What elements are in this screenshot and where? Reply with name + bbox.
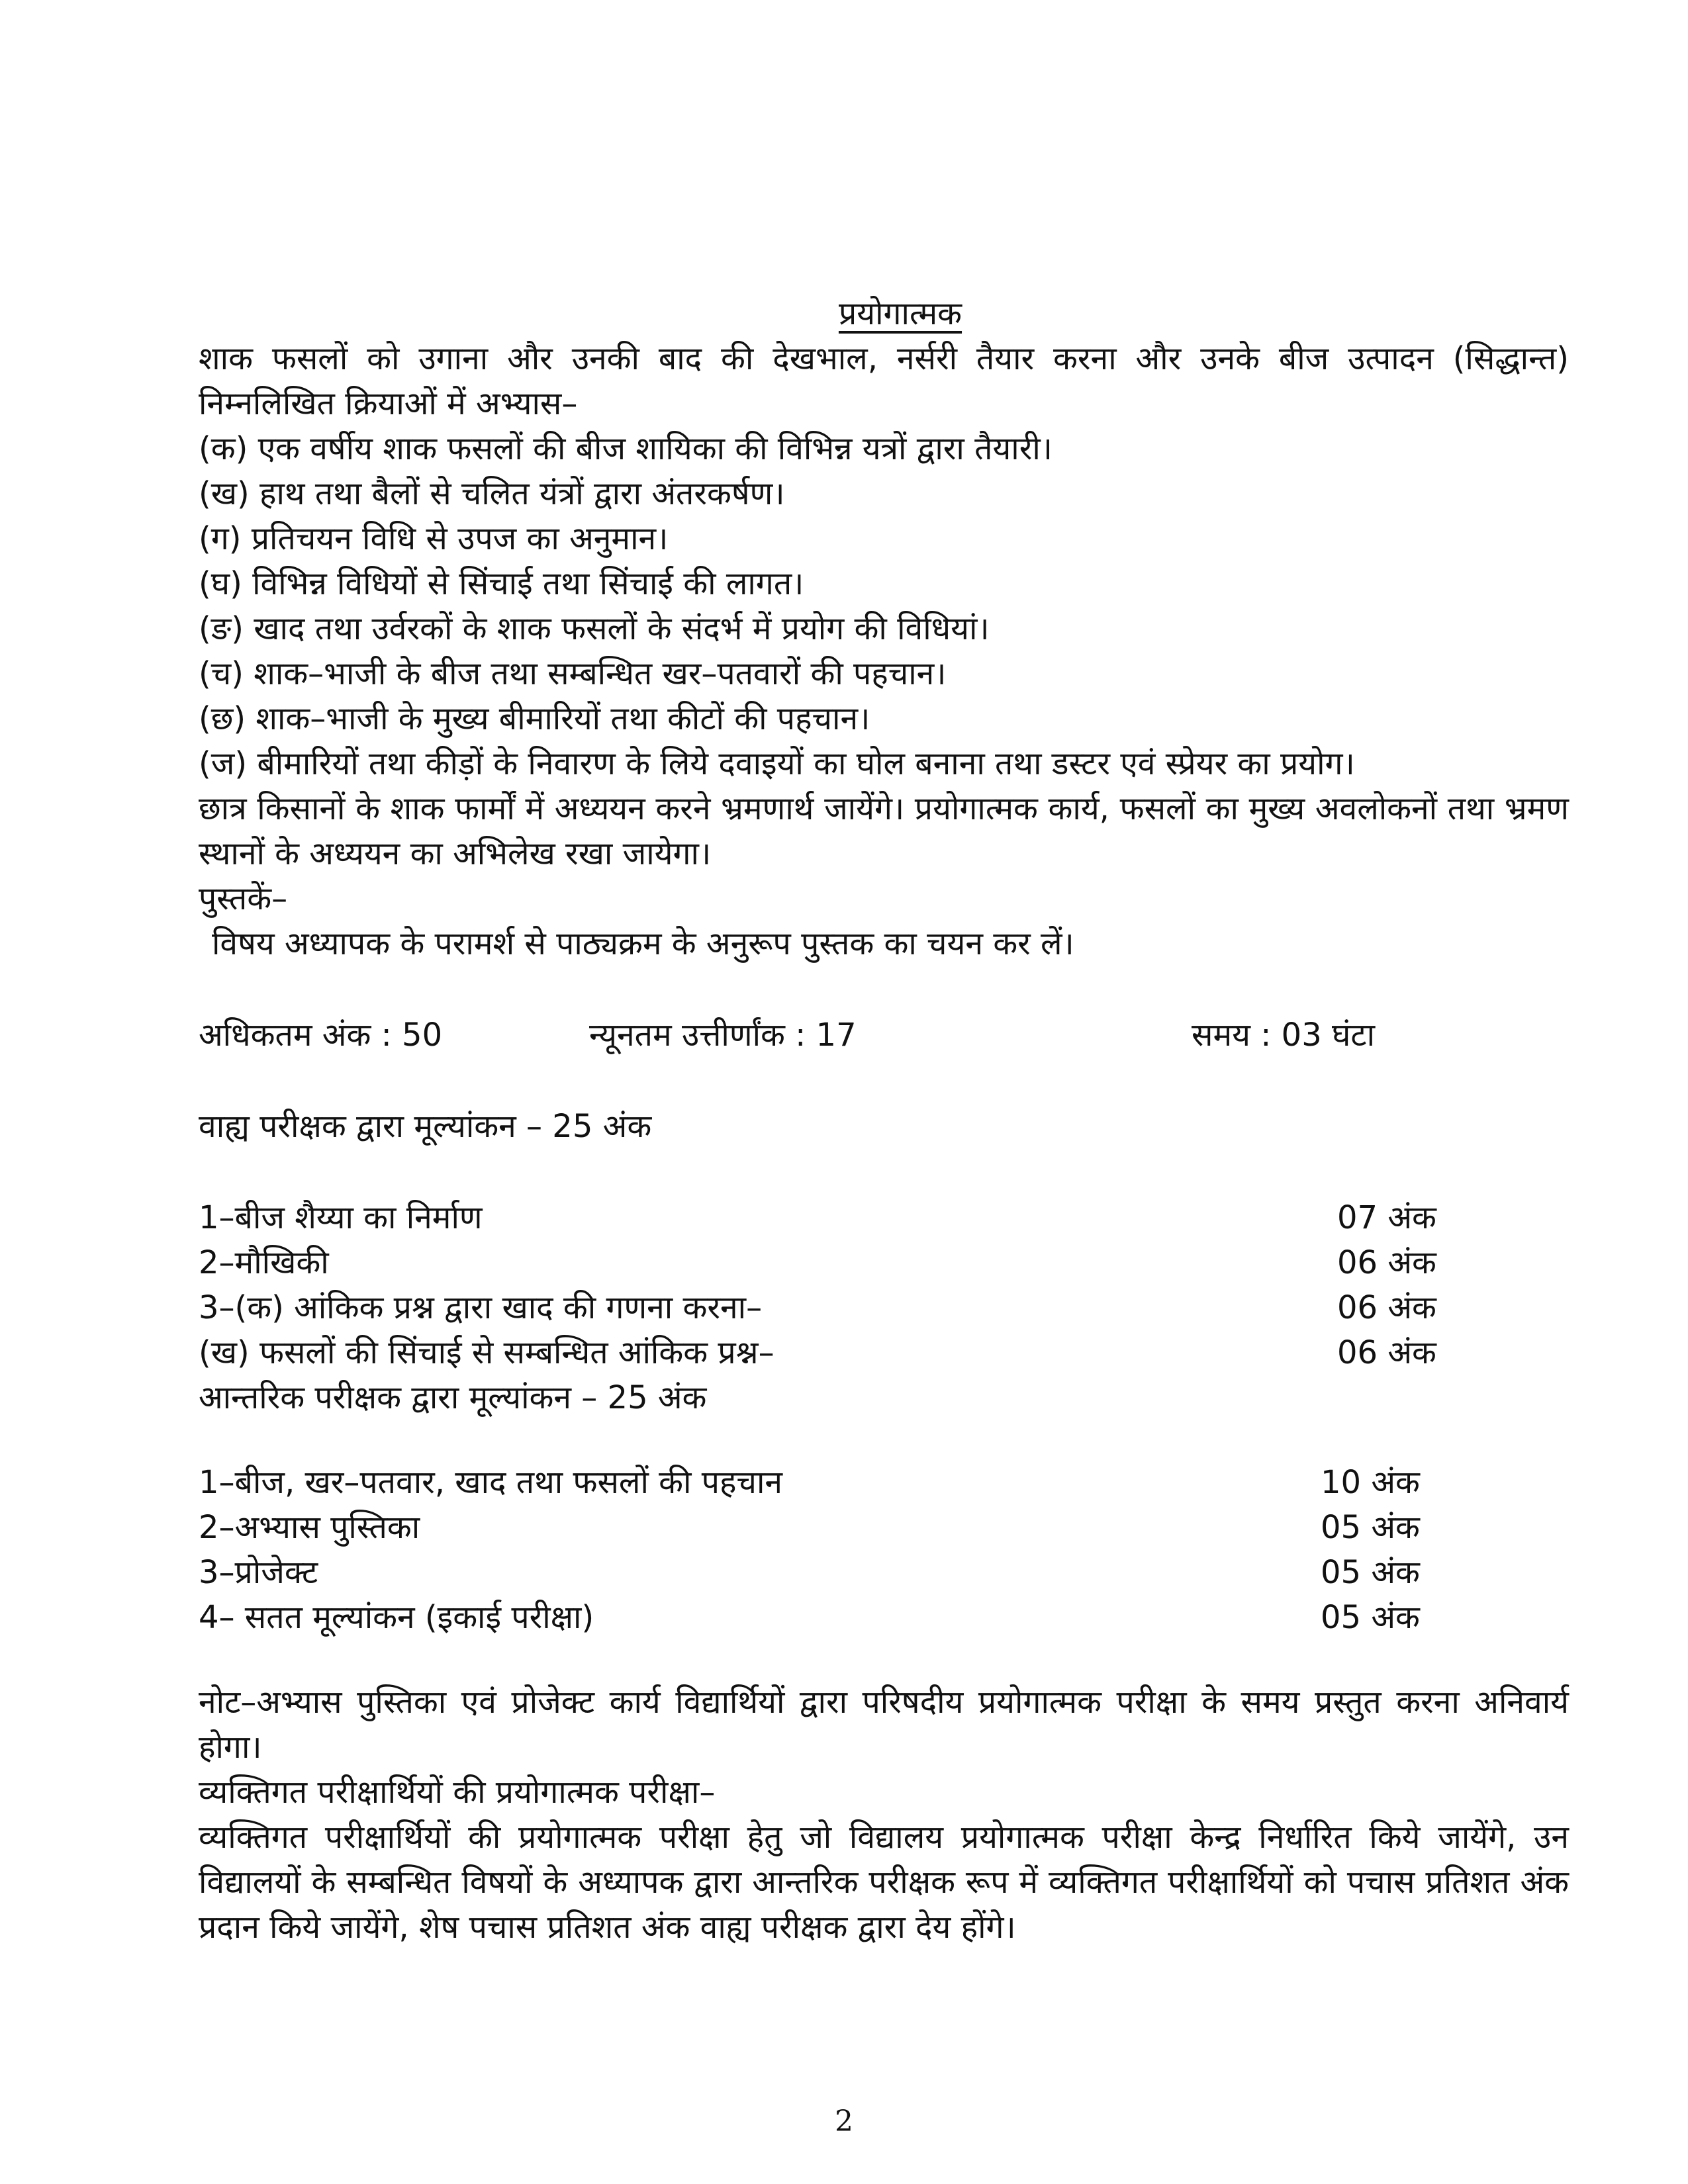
min-pass-marks: न्यूनतम उत्तीर्णांक : 17 [589, 1017, 857, 1054]
activity-item: (च) शाक–भाजी के बीज तथा सम्बन्धित खर–पतवारों की पहचान। [199, 655, 947, 692]
evaluation-marks: 05 अंक [1321, 1509, 1420, 1546]
visit-note: छात्र किसानों के शाक फार्मों में अध्ययन करने भ्रमणार्थ जायेंगे। प्रयोगात्मक कार्य, फसलों का मुख्य अवलोकनों तथा भ्रमण स्थानों के अध्ययन का अभिलेख रखा जायेगा। [199, 790, 1569, 872]
evaluation-marks: 06 अंक [1337, 1289, 1436, 1326]
evaluation-marks: 05 अंक [1321, 1599, 1420, 1636]
activity-item: (ग) प्रतिचयन विधि से उपज का अनुमान। [199, 520, 669, 557]
evaluation-label: (ख) फसलों की सिंचाई से सम्बन्धित आंकिक प्रश्न– [199, 1334, 774, 1371]
section-title: प्रयोगात्मक [838, 295, 962, 332]
exam-time: समय : 03 घंटा [1192, 1017, 1376, 1054]
private-exam-heading: व्यक्तिगत परीक्षार्थियों की प्रयोगात्मक परीक्षा– [199, 1774, 716, 1811]
evaluation-row [199, 1505, 1569, 1550]
internal-evaluation-list [199, 1460, 1569, 1640]
external-evaluation-list [199, 1195, 1569, 1375]
private-exam-text: व्यक्तिगत परीक्षार्थियों की प्रयोगात्मक परीक्षा हेतु जो विद्यालय प्रयोगात्मक परीक्षा केन्द्र निर्धारित किये जायेंगे, उन विद्यालयों के सम्बन्धित विषयों के अध्यापक द्वारा आन्तरिक परीक्षक रूप में व्यक्तिगत परीक्षार्थियों को पचास प्रतिशत अंक प्रदान किये जायेंगे, शेष पचास प्रतिशत अंक वाह्य परीक्षक द्वारा देय होंगे। [199, 1819, 1569, 1946]
internal-evaluation-heading: आन्तरिक परीक्षक द्वारा मूल्यांकन – 25 अंक [199, 1379, 707, 1416]
evaluation-label: 3–(क) आंकिक प्रश्न द्वारा खाद की गणना करना– [199, 1289, 763, 1326]
evaluation-marks: 10 अंक [1321, 1464, 1420, 1501]
evaluation-marks: 06 अंक [1337, 1244, 1436, 1281]
document-body [199, 291, 1569, 1950]
evaluation-label: 4– सतत मूल्यांकन (इकाई परीक्षा) [199, 1599, 594, 1636]
evaluation-row [199, 1330, 1569, 1375]
page-number: 2 [835, 2105, 853, 2138]
evaluation-marks: 07 अंक [1337, 1199, 1436, 1236]
evaluation-row [199, 1460, 1569, 1505]
activity-item: (ज) बीमारियों तथा कीड़ों के निवारण के लिये दवाइयों का घोल बनाना तथा डस्टर एवं स्प्रेयर का प्रयोग। [199, 745, 1355, 782]
evaluation-label: 1–बीज शैय्या का निर्माण [199, 1199, 483, 1236]
books-text: विषय अध्यापक के परामर्श से पाठ्यक्रम के अनुरूप पुस्तक का चयन कर लें। [212, 925, 1074, 962]
activity-item: (छ) शाक–भाजी के मुख्य बीमारियों तथा कीटों की पहचान। [199, 700, 870, 737]
evaluation-row [199, 1285, 1569, 1330]
evaluation-row [199, 1550, 1569, 1595]
evaluation-row [199, 1240, 1569, 1285]
activity-item: (ख) हाथ तथा बैलों से चलित यंत्रों द्वारा अंतरकर्षण। [199, 475, 785, 512]
evaluation-label: 2–मौखिकी [199, 1244, 329, 1281]
intro-paragraph: शाक फसलों को उगाना और उनकी बाद की देखभाल, नर्सरी तैयार करना और उनके बीज उत्पादन (सिद्धान्त) निम्नलिखित क्रियाओं में अभ्यास– [199, 340, 1569, 422]
external-evaluation-heading: वाह्य परीक्षक द्वारा मूल्यांकन – 25 अंक [199, 1108, 652, 1145]
evaluation-label: 2–अभ्यास पुस्तिका [199, 1509, 420, 1546]
activity-list [199, 426, 1569, 786]
submission-note: नोट–अभ्यास पुस्तिका एवं प्रोजेक्ट कार्य विद्यार्थियों द्वारा परिषदीय प्रयोगात्मक परीक्षा के समय प्रस्तुत करना अनिवार्य होगा। [199, 1684, 1569, 1766]
evaluation-label: 1–बीज, खर–पतवार, खाद तथा फसलों की पहचान [199, 1464, 783, 1501]
evaluation-row [199, 1195, 1569, 1240]
activity-item: (घ) विभिन्न विधियों से सिंचाई तथा सिंचाई की लागत। [199, 565, 804, 602]
max-marks: अधिकतम अंक : 50 [199, 1017, 443, 1054]
activity-item: (क) एक वर्षीय शाक फसलों की बीज शायिका की विभिन्न यत्रों द्वारा तैयारी। [199, 430, 1053, 467]
marks-summary [199, 1013, 1569, 1058]
evaluation-label: 3–प्रोजेक्ट [199, 1554, 318, 1591]
evaluation-marks: 05 अंक [1321, 1554, 1420, 1591]
evaluation-row [199, 1595, 1569, 1640]
activity-item: (ङ) खाद तथा उर्वरकों के शाक फसलों के संदर्भ में प्रयोग की विधियां। [199, 610, 990, 647]
books-heading: पुस्तकें– [199, 880, 288, 917]
evaluation-marks: 06 अंक [1337, 1334, 1436, 1371]
